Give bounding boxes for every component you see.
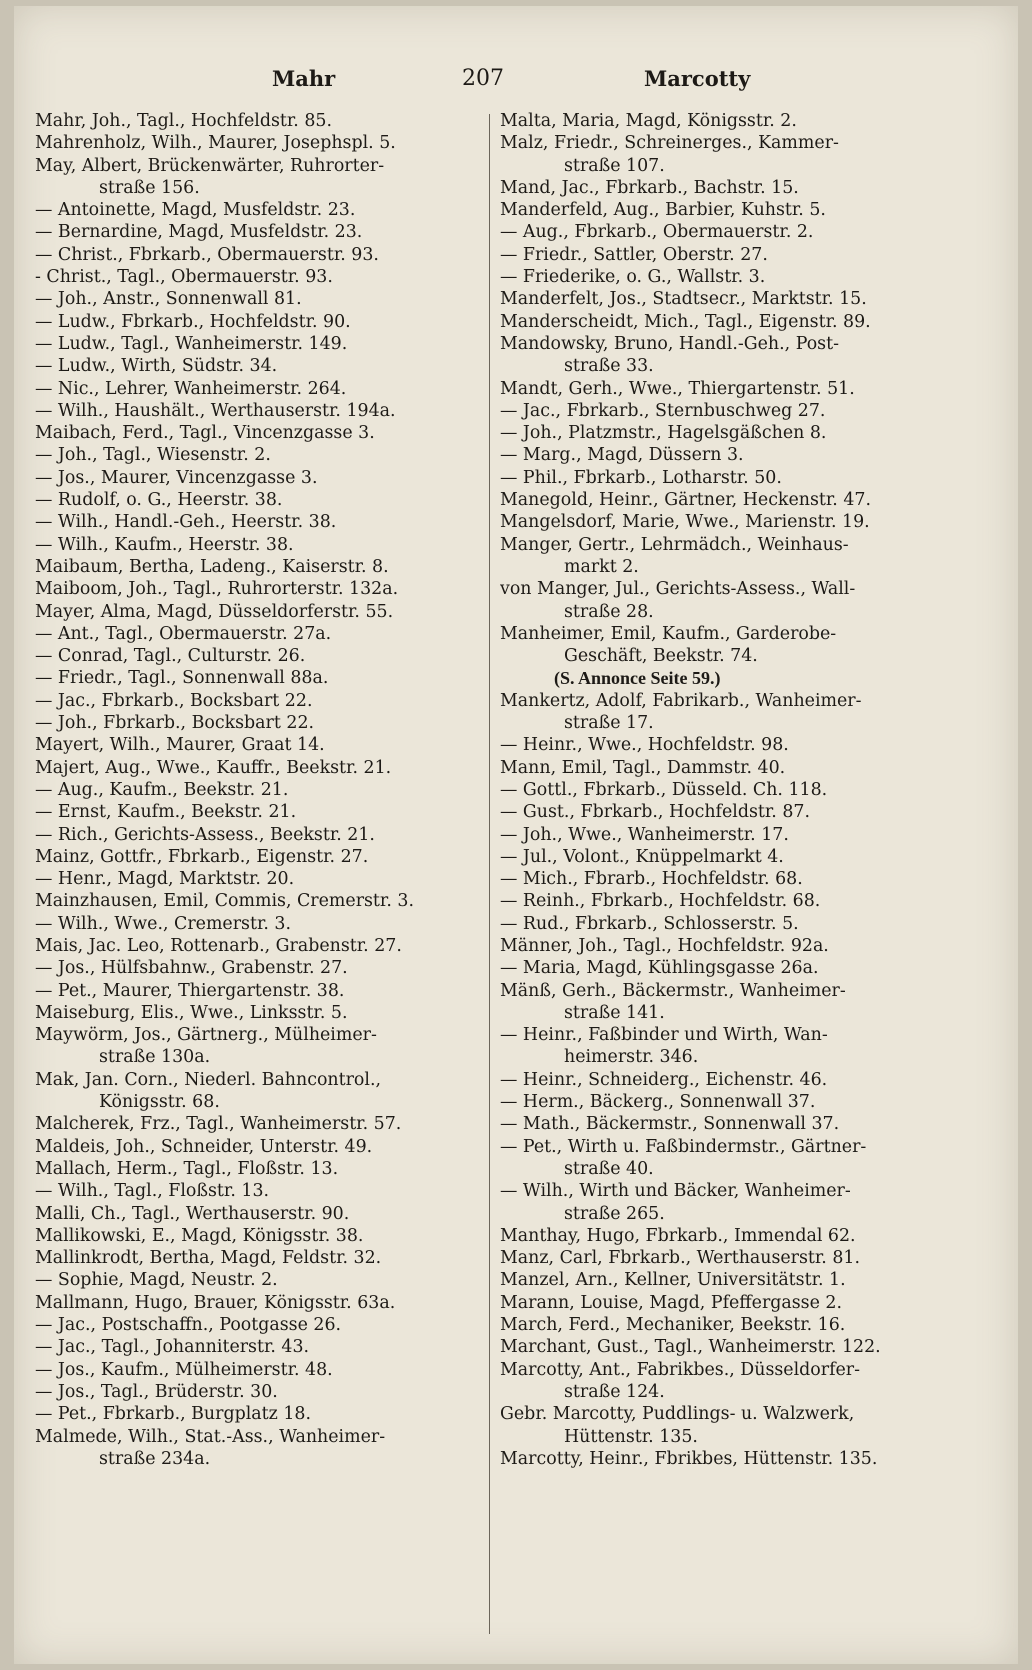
- header-right-keyword: Marcotty: [644, 66, 751, 91]
- entry-continuation: straße 33.: [564, 356, 654, 377]
- directory-entry: Manderfelt, Jos., Stadtsecr., Marktstr. 15.: [500, 289, 867, 310]
- directory-entry: — Aug., Kaufm., Beekstr. 21.: [35, 779, 289, 800]
- directory-entry: Maldeis, Joh., Schneider, Unterstr. 49.: [35, 1136, 373, 1157]
- directory-entry: Mais, Jac. Leo, Rottenarb., Grabenstr. 27.: [35, 935, 402, 956]
- annonce-reference: (S. Annonce Seite 59.): [554, 668, 721, 689]
- directory-entry: Manheimer, Emil, Kaufm., Garderobe-: [500, 623, 837, 644]
- column-divider: [489, 114, 490, 1634]
- directory-entry: Mann, Emil, Tagl., Dammstr. 40.: [500, 757, 786, 778]
- directory-entry: Mayer, Alma, Magd, Düsseldorferstr. 55.: [35, 601, 394, 622]
- directory-entry: — Jac., Tagl., Johanniterstr. 43.: [35, 1337, 310, 1358]
- directory-entry: Männer, Joh., Tagl., Hochfeldstr. 92a.: [500, 935, 829, 956]
- directory-entry: — Sophie, Magd, Neustr. 2.: [35, 1270, 278, 1291]
- directory-entry: Malta, Maria, Magd, Königsstr. 2.: [500, 111, 797, 131]
- directory-entry: — Math., Bäckermstr., Sonnenwall 37.: [500, 1114, 840, 1135]
- entry-continuation: straße 107.: [564, 155, 665, 176]
- entry-continuation: straße 28.: [564, 601, 654, 622]
- entry-continuation: straße 156.: [99, 177, 200, 198]
- directory-entry: Maibach, Ferd., Tagl., Vincenzgasse 3.: [35, 423, 375, 444]
- directory-entry: — Heinr., Wwe., Hochfeldstr. 98.: [500, 735, 789, 756]
- directory-entry: Mänß, Gerh., Bäckermstr., Wanheimer-: [500, 980, 846, 1001]
- directory-entry: Mandowsky, Bruno, Handl.-Geh., Post-: [500, 333, 839, 354]
- directory-entry: — Ludw., Wirth, Südstr. 34.: [35, 356, 278, 377]
- directory-entry: Marann, Louise, Magd, Pfeffergasse 2.: [500, 1292, 843, 1313]
- directory-entry: — Jul., Volont., Knüppelmarkt 4.: [500, 846, 784, 867]
- directory-entry: Mallach, Herm., Tagl., Floßstr. 13.: [35, 1158, 339, 1179]
- directory-entry: Maiseburg, Elis., Wwe., Linksstr. 5.: [35, 1002, 348, 1023]
- directory-entry: Majert, Aug., Wwe., Kauffr., Beekstr. 21.: [35, 757, 392, 778]
- directory-entry: Marchant, Gust., Tagl., Wanheimerstr. 122.: [500, 1337, 881, 1358]
- directory-entry: Gebr. Marcotty, Puddlings- u. Walzwerk,: [500, 1404, 855, 1425]
- entry-continuation: heimerstr. 346.: [564, 1047, 699, 1068]
- directory-entry: Manthay, Hugo, Fbrkarb., Immendal 62.: [500, 1225, 856, 1246]
- directory-entry: — Reinh., Fbrkarb., Hochfeldstr. 68.: [500, 891, 821, 912]
- right-column: [500, 110, 1000, 1470]
- directory-entry: Mahrenholz, Wilh., Maurer, Josephspl. 5.: [35, 133, 396, 154]
- directory-entry: Manzel, Arn., Kellner, Universitätstr. 1.: [500, 1270, 846, 1291]
- directory-entry: — Mich., Fbrarb., Hochfeldstr. 68.: [500, 869, 803, 890]
- directory-entry: Malcherek, Frz., Tagl., Wanheimerstr. 57.: [35, 1114, 402, 1135]
- directory-entry: — Joh., Anstr., Sonnenwall 81.: [35, 289, 302, 310]
- directory-entry: Mak, Jan. Corn., Niederl. Bahncontrol.,: [35, 1069, 382, 1090]
- directory-entry: Mayert, Wilh., Maurer, Graat 14.: [35, 735, 325, 756]
- directory-entry: — Conrad, Tagl., Culturstr. 26.: [35, 646, 306, 667]
- header-left-keyword: Mahr: [272, 66, 336, 91]
- directory-entry: - Christ., Tagl., Obermauerstr. 93.: [35, 267, 333, 288]
- page-number: 207: [462, 66, 504, 91]
- directory-entry: — Pet., Wirth u. Faßbindermstr., Gärtner-: [500, 1136, 867, 1157]
- directory-entry: Manz, Carl, Fbrkarb., Werthauserstr. 81.: [500, 1248, 861, 1269]
- directory-entry: Mallinkrodt, Bertha, Magd, Feldstr. 32.: [35, 1248, 382, 1269]
- entry-continuation: straße 130a.: [99, 1047, 211, 1068]
- directory-entry: — Jos., Maurer, Vincenzgasse 3.: [35, 467, 318, 488]
- directory-entry: — Rudolf, o. G., Heerstr. 38.: [35, 490, 283, 511]
- directory-entry: — Heinr., Faßbinder und Wirth, Wan-: [500, 1025, 828, 1046]
- directory-entry: — Ludw., Tagl., Wanheimerstr. 149.: [35, 333, 348, 354]
- directory-entry: — Wilh., Wirth und Bäcker, Wanheimer-: [500, 1181, 851, 1202]
- directory-entry: — Gottl., Fbrkarb., Düsseld. Ch. 118.: [500, 779, 828, 800]
- directory-entry: — Wilh., Haushält., Werthauserstr. 194a.: [35, 400, 396, 421]
- directory-entry: Maibaum, Bertha, Ladeng., Kaiserstr. 8.: [35, 556, 389, 577]
- directory-entry: — Phil., Fbrkarb., Lotharstr. 50.: [500, 467, 782, 488]
- directory-entry: — Pet., Maurer, Thiergartenstr. 38.: [35, 980, 345, 1001]
- directory-entry: Mangelsdorf, Marie, Wwe., Marienstr. 19.: [500, 512, 870, 533]
- entry-continuation: straße 265.: [564, 1203, 665, 1224]
- directory-entry: — Friedr., Sattler, Oberstr. 27.: [500, 244, 768, 265]
- directory-entry: — Wilh., Kaufm., Heerstr. 38.: [35, 534, 294, 555]
- directory-entry: — Ludw., Fbrkarb., Hochfeldstr. 90.: [35, 311, 351, 332]
- directory-entry: — Friederike, o. G., Wallstr. 3.: [500, 267, 766, 288]
- directory-entry: Manegold, Heinr., Gärtner, Heckenstr. 47.: [500, 490, 871, 511]
- entry-continuation: straße 40.: [564, 1158, 654, 1179]
- directory-entry: Malli, Ch., Tagl., Werthauserstr. 90.: [35, 1203, 350, 1224]
- directory-entry: — Joh., Wwe., Wanheimerstr. 17.: [500, 824, 789, 845]
- directory-entry: — Wilh., Handl.-Geh., Heerstr. 38.: [35, 512, 337, 533]
- directory-entry: Maywörm, Jos., Gärtnerg., Mülheimer-: [35, 1025, 377, 1046]
- entry-continuation: straße 141.: [564, 1002, 665, 1023]
- directory-entry: — Joh., Tagl., Wiesenstr. 2.: [35, 445, 271, 466]
- directory-entry: — Jac., Postschaffn., Pootgasse 26.: [35, 1315, 342, 1336]
- entry-continuation: straße 234a.: [99, 1448, 211, 1469]
- left-column: [35, 110, 490, 1470]
- directory-entry: Maiboom, Joh., Tagl., Ruhrorterstr. 132a.: [35, 579, 399, 600]
- entry-continuation: markt 2.: [564, 556, 639, 577]
- entry-continuation: Königsstr. 68.: [99, 1092, 220, 1113]
- directory-entry: — Heinr., Schneiderg., Eichenstr. 46.: [500, 1069, 828, 1090]
- directory-entry: Manderscheidt, Mich., Tagl., Eigenstr. 89.: [500, 311, 871, 332]
- directory-entry: — Gust., Fbrkarb., Hochfeldstr. 87.: [500, 802, 810, 823]
- directory-entry: — Herm., Bäckerg., Sonnenwall 37.: [500, 1092, 816, 1113]
- directory-entry: — Joh., Platzmstr., Hagelsgäßchen 8.: [500, 423, 827, 444]
- entry-continuation: straße 124.: [564, 1381, 665, 1402]
- directory-entry: — Friedr., Tagl., Sonnenwall 88a.: [35, 668, 329, 689]
- directory-entry: Malmede, Wilh., Stat.-Ass., Wanheimer-: [35, 1426, 386, 1447]
- directory-entry: — Christ., Fbrkarb., Obermauerstr. 93.: [35, 244, 379, 265]
- directory-entry: — Maria, Magd, Kühlingsgasse 26a.: [500, 958, 819, 979]
- directory-entry: — Jos., Hülfsbahnw., Grabenstr. 27.: [35, 958, 348, 979]
- directory-entry: Mandt, Gerh., Wwe., Thiergartenstr. 51.: [500, 378, 855, 399]
- directory-entry: — Nic., Lehrer, Wanheimerstr. 264.: [35, 378, 347, 399]
- directory-entry: — Jos., Kaufm., Mülheimerstr. 48.: [35, 1359, 333, 1380]
- entry-continuation: Geschäft, Beekstr. 74.: [564, 646, 758, 667]
- directory-entry: — Ant., Tagl., Obermauerstr. 27a.: [35, 623, 332, 644]
- directory-entry: — Bernardine, Magd, Musfeldstr. 23.: [35, 222, 363, 243]
- directory-entry: May, Albert, Brückenwärter, Ruhrorter-: [35, 155, 385, 176]
- directory-entry: von Manger, Jul., Gerichts-Assess., Wall-: [500, 579, 856, 600]
- directory-entry: Marcotty, Ant., Fabrikbes., Düsseldorfer-: [500, 1359, 860, 1380]
- entry-continuation: straße 17.: [564, 713, 654, 734]
- directory-entry: Mallikowski, E., Magd, Königsstr. 38.: [35, 1225, 364, 1246]
- directory-entry: Manger, Gertr., Lehrmädch., Weinhaus-: [500, 534, 849, 555]
- directory-entry: Mainzhausen, Emil, Commis, Cremerstr. 3.: [35, 891, 414, 912]
- directory-entry: — Ernst, Kaufm., Beekstr. 21.: [35, 802, 297, 823]
- directory-entry: — Aug., Fbrkarb., Obermauerstr. 2.: [500, 222, 814, 243]
- directory-entry: Mainz, Gottfr., Fbrkarb., Eigenstr. 27.: [35, 846, 369, 867]
- directory-entry: — Wilh., Wwe., Cremerstr. 3.: [35, 913, 292, 934]
- directory-entry: March, Ferd., Mechaniker, Beekstr. 16.: [500, 1315, 846, 1336]
- directory-entry: — Rich., Gerichts-Assess., Beekstr. 21.: [35, 824, 375, 845]
- directory-entry: — Henr., Magd, Marktstr. 20.: [35, 869, 295, 890]
- directory-entry: — Jac., Fbrkarb., Sternbuschweg 27.: [500, 400, 826, 421]
- directory-entry: Manderfeld, Aug., Barbier, Kuhstr. 5.: [500, 200, 826, 221]
- directory-entry: — Marg., Magd, Düssern 3.: [500, 445, 744, 466]
- directory-entry: Mallmann, Hugo, Brauer, Königsstr. 63a.: [35, 1292, 396, 1313]
- directory-entry: — Rud., Fbrkarb., Schlosserstr. 5.: [500, 913, 799, 934]
- directory-entry: — Pet., Fbrkarb., Burgplatz 18.: [35, 1404, 311, 1425]
- entry-continuation: Hüttenstr. 135.: [564, 1426, 698, 1447]
- directory-entry: Mankertz, Adolf, Fabrikarb., Wanheimer-: [500, 690, 862, 711]
- directory-entry: Marcotty, Heinr., Fbrikbes, Hüttenstr. 135.: [500, 1448, 878, 1469]
- directory-entry: — Wilh., Tagl., Floßstr. 13.: [35, 1181, 270, 1202]
- directory-entry: Mahr, Joh., Tagl., Hochfeldstr. 85.: [35, 111, 332, 131]
- directory-entry: — Antoinette, Magd, Musfeldstr. 23.: [35, 200, 356, 221]
- directory-page: [14, 6, 1018, 1664]
- directory-entry: — Joh., Fbrkarb., Bocksbart 22.: [35, 713, 315, 734]
- directory-entry: — Jac., Fbrkarb., Bocksbart 22.: [35, 690, 313, 711]
- page-header: [14, 66, 1018, 100]
- directory-entry: Malz, Friedr., Schreinerges., Kammer-: [500, 133, 839, 154]
- directory-entry: — Jos., Tagl., Brüderstr. 30.: [35, 1381, 278, 1402]
- directory-entry: Mand, Jac., Fbrkarb., Bachstr. 15.: [500, 177, 799, 198]
